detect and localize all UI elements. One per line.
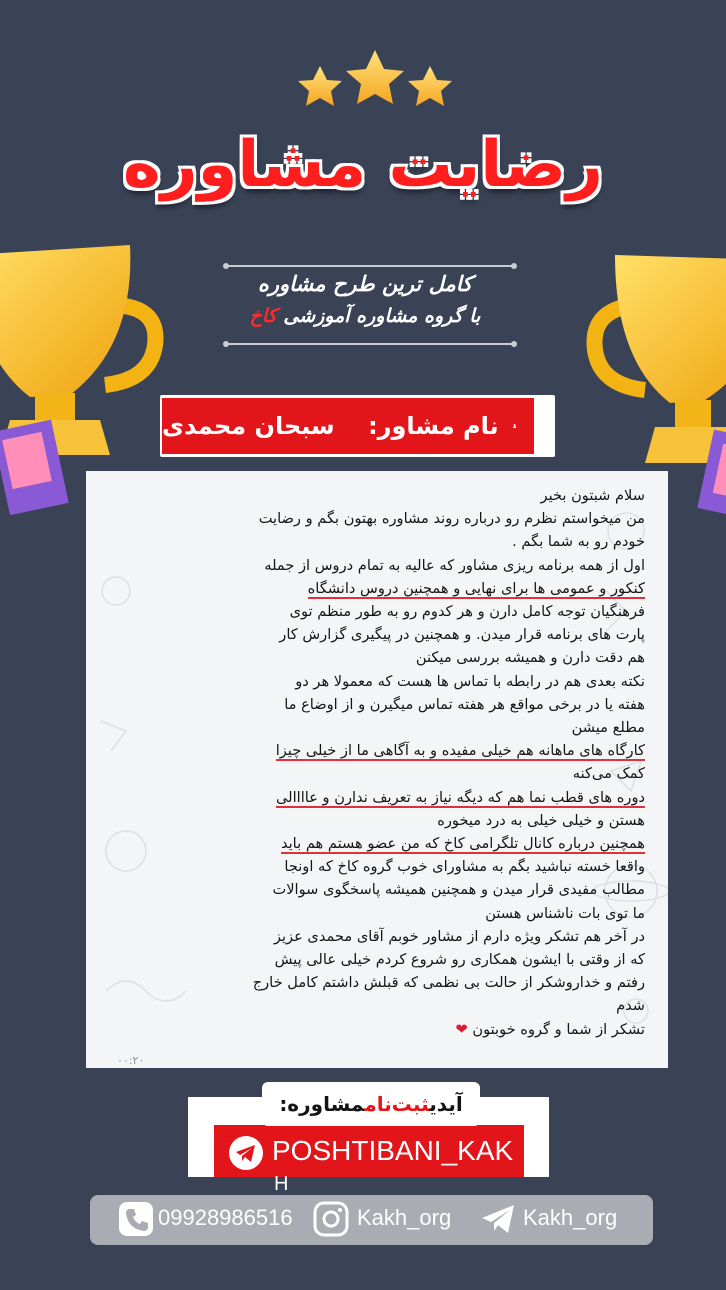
message-line: نکته بعدی هم در رابطه با تماس ها هست که معمولا هر دو [295, 672, 645, 690]
message-line: در آخر هم تشکر ویژه دارم از مشاور خوبم آقای محمدی عزیز [273, 927, 645, 945]
message-line: ما توی بات ناشناس هستن [485, 904, 645, 922]
underlined-text: کنکور و عمومی ها برای نهایی و همچنین دروس دانشگاه [307, 579, 645, 597]
message-line: پارت های برنامه قرار میدن. و همچنین در پیگیری گزارش کار [279, 626, 645, 644]
advisor-label: نام مشاور: [368, 412, 499, 440]
message-line: هفته یا در برخی مواقع هر هفته تماس میگیرن و از اوضاع ما [284, 695, 645, 713]
message-line: شدم [616, 997, 645, 1015]
message-line: واقعا خسته نباشید بگم به مشاورای خوب گروه کاخ که اونجا [284, 858, 645, 876]
divider-bottom [222, 340, 518, 348]
message-line [130, 577, 645, 600]
heart-icon: ❤ [455, 1020, 468, 1038]
advisor-name-value: سبحان محمدی [162, 412, 335, 440]
registration-label [262, 1082, 480, 1126]
message-line: خودم رو به شما بگم . [512, 533, 645, 551]
subtitle-line1: کامل ترین طرح مشاوره [257, 272, 473, 296]
chat-message [130, 484, 645, 1041]
message-line [130, 786, 645, 809]
message-line: سلام شبتون بخیر [540, 487, 645, 504]
message-line: اول از همه برنامه ریزی مشاور که عالیه به تمام دروس از جمله [264, 556, 645, 574]
user-icon [513, 406, 516, 446]
subtitle-line2 [215, 305, 515, 327]
message-line: من میخواستم نظرم رو درباره روند مشاوره بهتون بگم و رضایت [258, 510, 645, 528]
telegram-id-link[interactable]: POSHTIBANI_KAK [272, 1135, 514, 1166]
telegram-icon [228, 1135, 264, 1171]
message-line [130, 1018, 645, 1041]
message-last-text: تشکر از شما و گروه خوبتون [472, 1020, 645, 1038]
phone-number[interactable]: 09928986516 [158, 1205, 293, 1230]
message-line: رفتم و خداروشکر از حالت بی نظمی که قبلش داشتم کامل خارج [252, 974, 645, 992]
subtitle-brand: کاخ [249, 305, 277, 327]
message-line: فرهنگیان توجه کامل دارن و هر کدوم رو به طور منظم توی [289, 603, 645, 621]
underlined-text: دوره های قطب نما هم که دیگه نیاز به تعریف ندارن و عاااالی [275, 788, 645, 806]
underlined-text: همچنین درباره کانال تلگرامی کاخ که من عضو هستم هم باید [280, 835, 645, 853]
instagram-handle[interactable]: Kakh_org [357, 1205, 452, 1230]
message-line: مطالب مفیدی قرار میدن و همچنین همیشه پاسخگوی سوالات [272, 881, 645, 899]
message-line: هم دقت دارن و همیشه بررسی میکنن [415, 649, 645, 667]
instagram-icon [313, 1201, 349, 1237]
subtitle-prefix: با گروه مشاوره آموزشی [283, 305, 481, 327]
page-title: رضایت مشاوره [123, 128, 603, 202]
registration-label-highlight: ثبت‌نام [364, 1092, 430, 1116]
chat-screenshot [86, 471, 668, 1068]
phone-icon [118, 1201, 154, 1237]
advisor-name [162, 412, 499, 440]
advisor-banner [162, 398, 534, 454]
underlined-text: کارگاه های ماهانه هم خیلی مفیده و به آگاهی ما از خیلی چیزا [275, 742, 645, 760]
message-line: کمک می‌کنه [572, 765, 645, 783]
stars-icon [290, 48, 460, 118]
message-line [130, 739, 645, 762]
telegram-handle[interactable]: Kakh_org [523, 1205, 618, 1230]
registration-label-prefix: آیدی [429, 1092, 463, 1116]
telegram-id-overflow: H [274, 1173, 289, 1195]
message-line [130, 832, 645, 855]
telegram-small-icon [480, 1201, 516, 1237]
registration-label-suffix: مشاوره: [279, 1092, 365, 1116]
divider-top [222, 262, 518, 270]
message-line: مطلع میشن [571, 719, 645, 737]
message-line: هستن و خیلی خیلی به درد میخوره [437, 811, 645, 829]
message-time: ۰۰:۲۰ [117, 1054, 145, 1067]
message-line: که از وقتی با ایشون همکاری رو شروع کردم خیلی عالی پیش [274, 951, 645, 969]
